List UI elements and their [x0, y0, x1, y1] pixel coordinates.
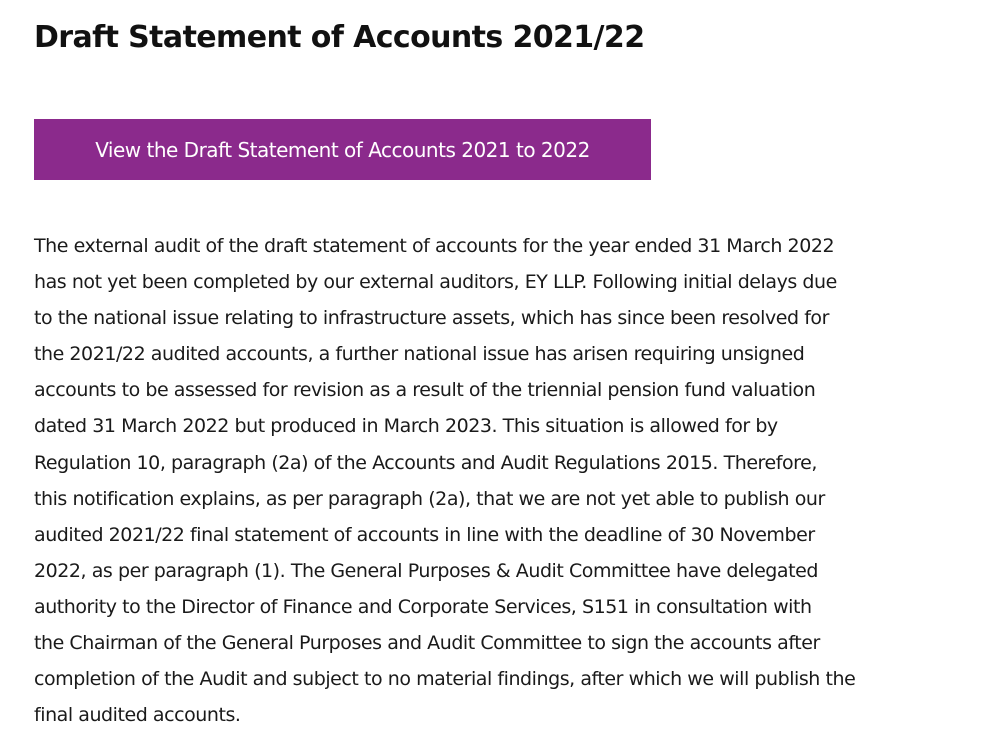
- audit-notice-paragraph: [34, 228, 984, 733]
- view-draft-statement-button[interactable]: View the Draft Statement of Accounts 2021 to 2022: [34, 119, 651, 180]
- audit-notice-line: dated 31 March 2022 but produced in March 2023. This situation is allowed for by: [34, 415, 778, 438]
- page-title: Draft Statement of Accounts 2021/22: [34, 20, 645, 55]
- audit-notice-line: 2022, as per paragraph (1). The General Purposes & Audit Committee have delegated: [34, 559, 818, 582]
- audit-notice-line: audited 2021/22 final statement of accounts in line with the deadline of 30 November: [34, 523, 815, 546]
- audit-notice-line: Regulation 10, paragraph (2a) of the Accounts and Audit Regulations 2015. Therefore,: [34, 451, 817, 474]
- audit-notice-line: final audited accounts.: [34, 704, 241, 727]
- audit-notice-line: accounts to be assessed for revision as a result of the triennial pension fund valuation: [34, 379, 816, 402]
- audit-notice-line: the 2021/22 audited accounts, a further national issue has arisen requiring unsigned: [34, 343, 805, 366]
- audit-notice-line: has not yet been completed by our external auditors, EY LLP. Following initial delays due: [34, 271, 837, 294]
- audit-notice-line: The external audit of the draft statement of accounts for the year ended 31 March 2022: [34, 235, 835, 257]
- audit-notice-line: to the national issue relating to infrastructure assets, which has since been resolved for: [34, 307, 829, 330]
- audit-notice-line: the Chairman of the General Purposes and Audit Committee to sign the accounts after: [34, 632, 820, 655]
- audit-notice-line: completion of the Audit and subject to no material findings, after which we will publish the: [34, 668, 856, 691]
- audit-notice-line: authority to the Director of Finance and Corporate Services, S151 in consultation with: [34, 595, 812, 618]
- audit-notice-line: this notification explains, as per paragraph (2a), that we are not yet able to publish our: [34, 487, 825, 510]
